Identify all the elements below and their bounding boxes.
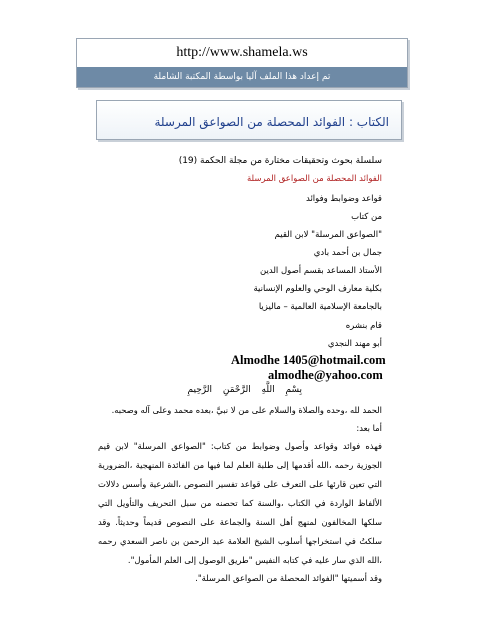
paragraph-naming: وقد أسميتها "الفوائد المحصلة من الصواعق المرسلة". (195, 573, 382, 583)
line-5: "الصواعق المرسلة" لابن القيم (274, 230, 382, 240)
line-4: من كتاب (351, 212, 382, 222)
author-position: الأستاذ المساعد بقسم أصول الدين (260, 266, 382, 276)
site-url[interactable]: http://www.shamela.ws (77, 39, 407, 67)
generated-note: تم إعداد هذا الملف آليا بواسطة المكتبة الشاملة (77, 67, 407, 87)
book-title-box (96, 100, 402, 140)
author-university: بالجامعة الإسلامية العالمية – ماليزيا (258, 302, 382, 312)
paragraph-intro: فهذه فوائد وقواعد وأصول وضوابط من كتاب: "الصواعق المرسلة" لابن قيم الجوزية رحمه ،الله أقدمها إلى طلبة العلم لما فيها من الفائدة المنهجية ،الضرورية التي تعين قارئها على التعرف على قواعد تفسير النصوص ،الشرعية وأسس دلالات الألفاظ الواردة في الكتاب ،والسنة كما تحصنه من سبل التحريف والتأويل التي سلكها المخالفون لمنهج أهل السنة والجماعة على النصوص قديماً وحديثاً. وقد سلكتُ في استخراجها أسلوب الشيخ العلامة عبد الرحمن بن ناصر السعدي رحمه ،الله الذي سار عليه في كتابه النفيس "طريق الوصول إلى العلم المأمول". (98, 441, 382, 565)
paragraph-amma-bad: أما بعد: (356, 423, 382, 433)
publisher-name: أبو مهند النجدي (327, 339, 382, 349)
email-yahoo[interactable]: almodhe@yahoo.com (268, 368, 383, 382)
book-title: الكتاب : الفوائد المحصلة من الصواعق المرسلة (154, 115, 389, 129)
series-line: سلسلة بحوث وتحقيقات مختارة من مجلة الحكمة (19) (178, 156, 382, 166)
paragraph-praise: الحمد لله ،وحده والصلاة والسلام على من لا نبيَّ ،بعده محمد وعلى آله وصحبه. (111, 405, 382, 415)
author-name: جمال بن أحمد بادي (313, 248, 382, 258)
shamela-banner (76, 38, 408, 88)
email-hotmail[interactable]: Almodhe 1405@hotmail.com (231, 353, 386, 367)
author-faculty: بكلية معارف الوحي والعلوم الإنسانية (253, 284, 382, 294)
red-title-line: الفوائد المحصلة من الصواعق المرسلة (246, 174, 382, 184)
published-by-label: قام بنشره (345, 321, 382, 331)
line-3: قواعد وضوابط وفوائد (305, 194, 382, 204)
basmala: بِسْمِ اللَّهِ الرَّحْمَنِ الرَّحِيمِ (187, 385, 302, 395)
